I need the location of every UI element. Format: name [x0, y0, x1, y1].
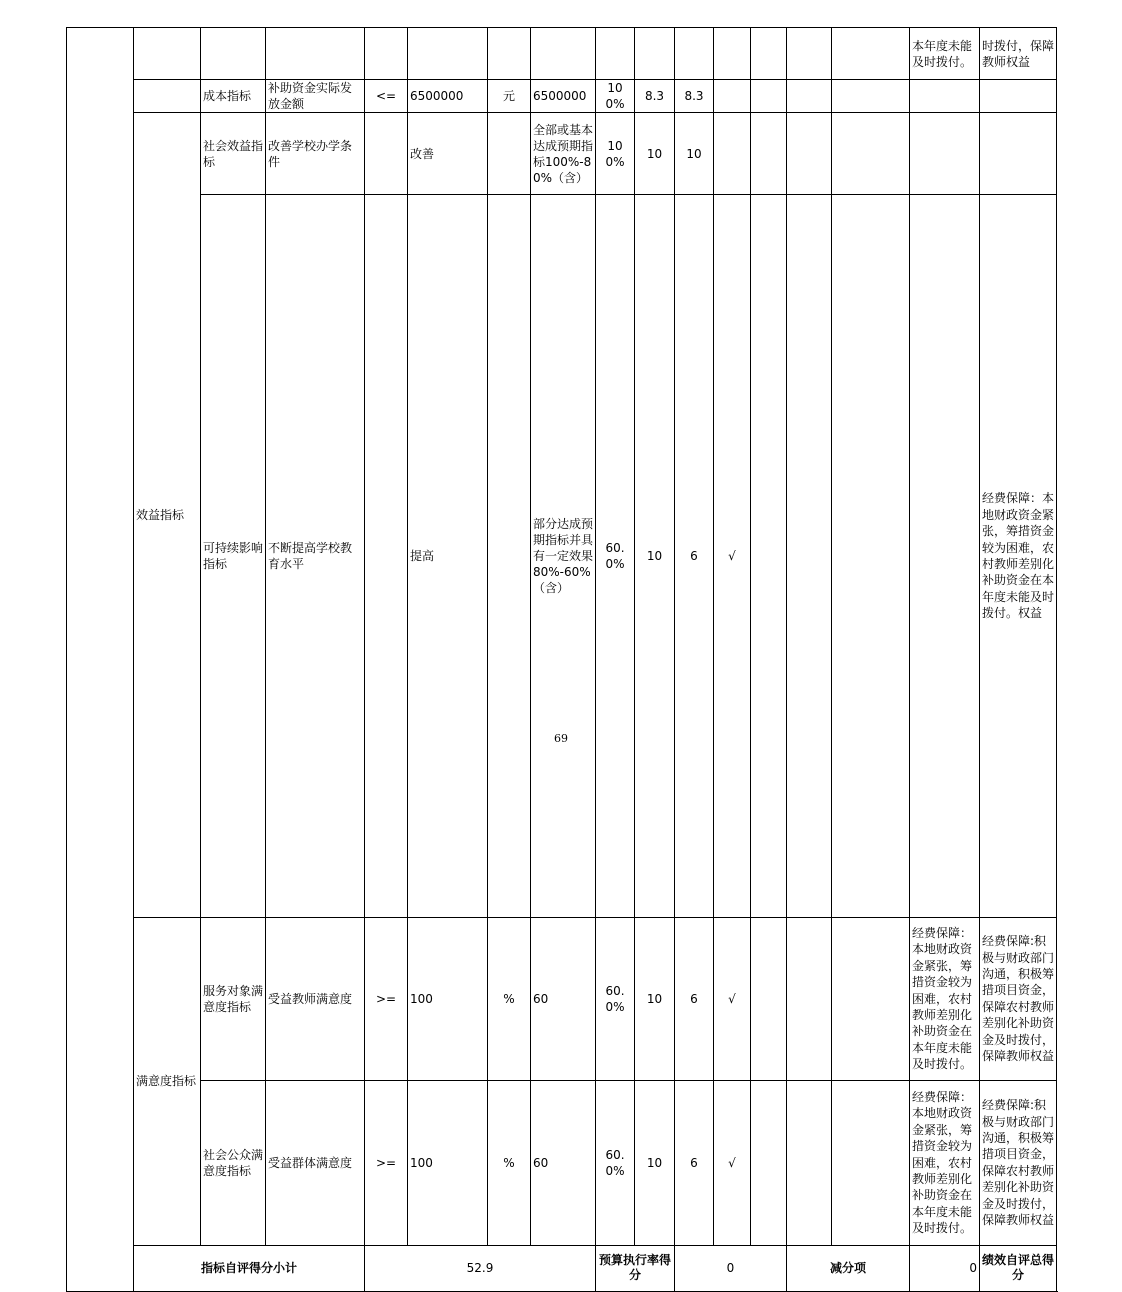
check-mark: √: [714, 1080, 751, 1245]
subtotal-label: 指标自评得分小计: [134, 1245, 365, 1291]
measure-cell: 经费保障:积极与财政部门沟通，积极筹措项目资金，保障农村教师差别化补助资金及时拨付，保障教师权益: [980, 1080, 1057, 1245]
actual-value: 60: [531, 917, 596, 1080]
indicator-category: 成本指标: [201, 80, 266, 113]
operator: >=: [365, 917, 408, 1080]
group-label: 效益指标: [134, 113, 201, 918]
weight: 10: [635, 195, 675, 918]
unit: 元: [488, 80, 531, 113]
page-number: 69: [554, 732, 568, 745]
check-mark: √: [714, 195, 751, 918]
indicator-name: 不断提高学校教育水平: [266, 195, 365, 918]
target-value: 提高: [408, 195, 488, 918]
target-value: 改善: [408, 113, 488, 195]
completion-rate: 60.0%: [596, 1080, 635, 1245]
weight: 10: [635, 917, 675, 1080]
deduct-value: 0: [910, 1245, 980, 1291]
score: 10: [675, 113, 714, 195]
completion-rate: 100%: [596, 80, 635, 113]
reason-cell: 本年度未能及时拨付。: [910, 28, 980, 80]
score: 8.3: [675, 80, 714, 113]
group-label: 满意度指标: [134, 917, 201, 1245]
completion-rate: 60.0%: [596, 917, 635, 1080]
indicator-category: 社会公众满意度指标: [201, 1080, 266, 1245]
target-value: 100: [408, 917, 488, 1080]
reason-cell: 经费保障：本地财政资金紧张，筹措资金较为困难，农村教师差别化补助资金在本年度未能及时拨付。: [910, 917, 980, 1080]
measure-cell: 时拨付，保障教师权益: [980, 28, 1057, 80]
weight: 8.3: [635, 80, 675, 113]
project-cell: [67, 28, 134, 1292]
weight: 10: [635, 113, 675, 195]
indicator-category: 社会效益指标: [201, 113, 266, 195]
target-value: 6500000: [408, 80, 488, 113]
score: 6: [675, 1080, 714, 1245]
operator: <=: [365, 80, 408, 113]
indicator-category: 服务对象满意度指标: [201, 917, 266, 1080]
target-value: 100: [408, 1080, 488, 1245]
unit: %: [488, 1080, 531, 1245]
completion-rate: 100%: [596, 113, 635, 195]
indicator-name: 补助资金实际发放金额: [266, 80, 365, 113]
budget-label: 预算执行率得分: [596, 1245, 675, 1291]
indicator-name: 受益群体满意度: [266, 1080, 365, 1245]
budget-value: 0: [675, 1245, 787, 1291]
subtotal-value: 52.9: [365, 1245, 596, 1291]
table-row: [67, 1080, 1057, 1245]
summary-row: [67, 1245, 1057, 1291]
score: 6: [675, 195, 714, 918]
table-row: [67, 28, 1057, 80]
performance-evaluation-table: [66, 27, 1057, 1292]
actual-value: 全部或基本达成预期指标100%-80%（含）: [531, 113, 596, 195]
reason-cell: 经费保障：本地财政资金紧张，筹措资金较为困难，农村教师差别化补助资金在本年度未能及时拨付。权益: [980, 195, 1057, 918]
indicator-category: 可持续影响指标: [201, 195, 266, 918]
actual-value: 60: [531, 1080, 596, 1245]
score: 6: [675, 917, 714, 1080]
table-row: [67, 917, 1057, 1080]
measure-cell: 经费保障:积极与财政部门沟通，积极筹措项目资金，保障农村教师差别化补助资金及时拨付，保障教师权益: [980, 917, 1057, 1080]
operator: >=: [365, 1080, 408, 1245]
deduct-label: 减分项: [787, 1245, 910, 1291]
actual-value: 6500000: [531, 80, 596, 113]
reason-cell: 经费保障：本地财政资金紧张，筹措资金较为困难，农村教师差别化补助资金在本年度未能及时拨付。: [910, 1080, 980, 1245]
completion-rate: 60.0%: [596, 195, 635, 918]
indicator-name: 改善学校办学条件: [266, 113, 365, 195]
check-mark: √: [714, 917, 751, 1080]
table-row: [67, 80, 1057, 113]
weight: 10: [635, 1080, 675, 1245]
actual-value: 部分达成预期指标并具有一定效果80%-60%（含）: [531, 195, 596, 918]
table-row: [67, 195, 1057, 918]
unit: %: [488, 917, 531, 1080]
total-label: 绩效自评总得分: [980, 1245, 1057, 1291]
indicator-name: 受益教师满意度: [266, 917, 365, 1080]
table-row: [67, 113, 1057, 195]
